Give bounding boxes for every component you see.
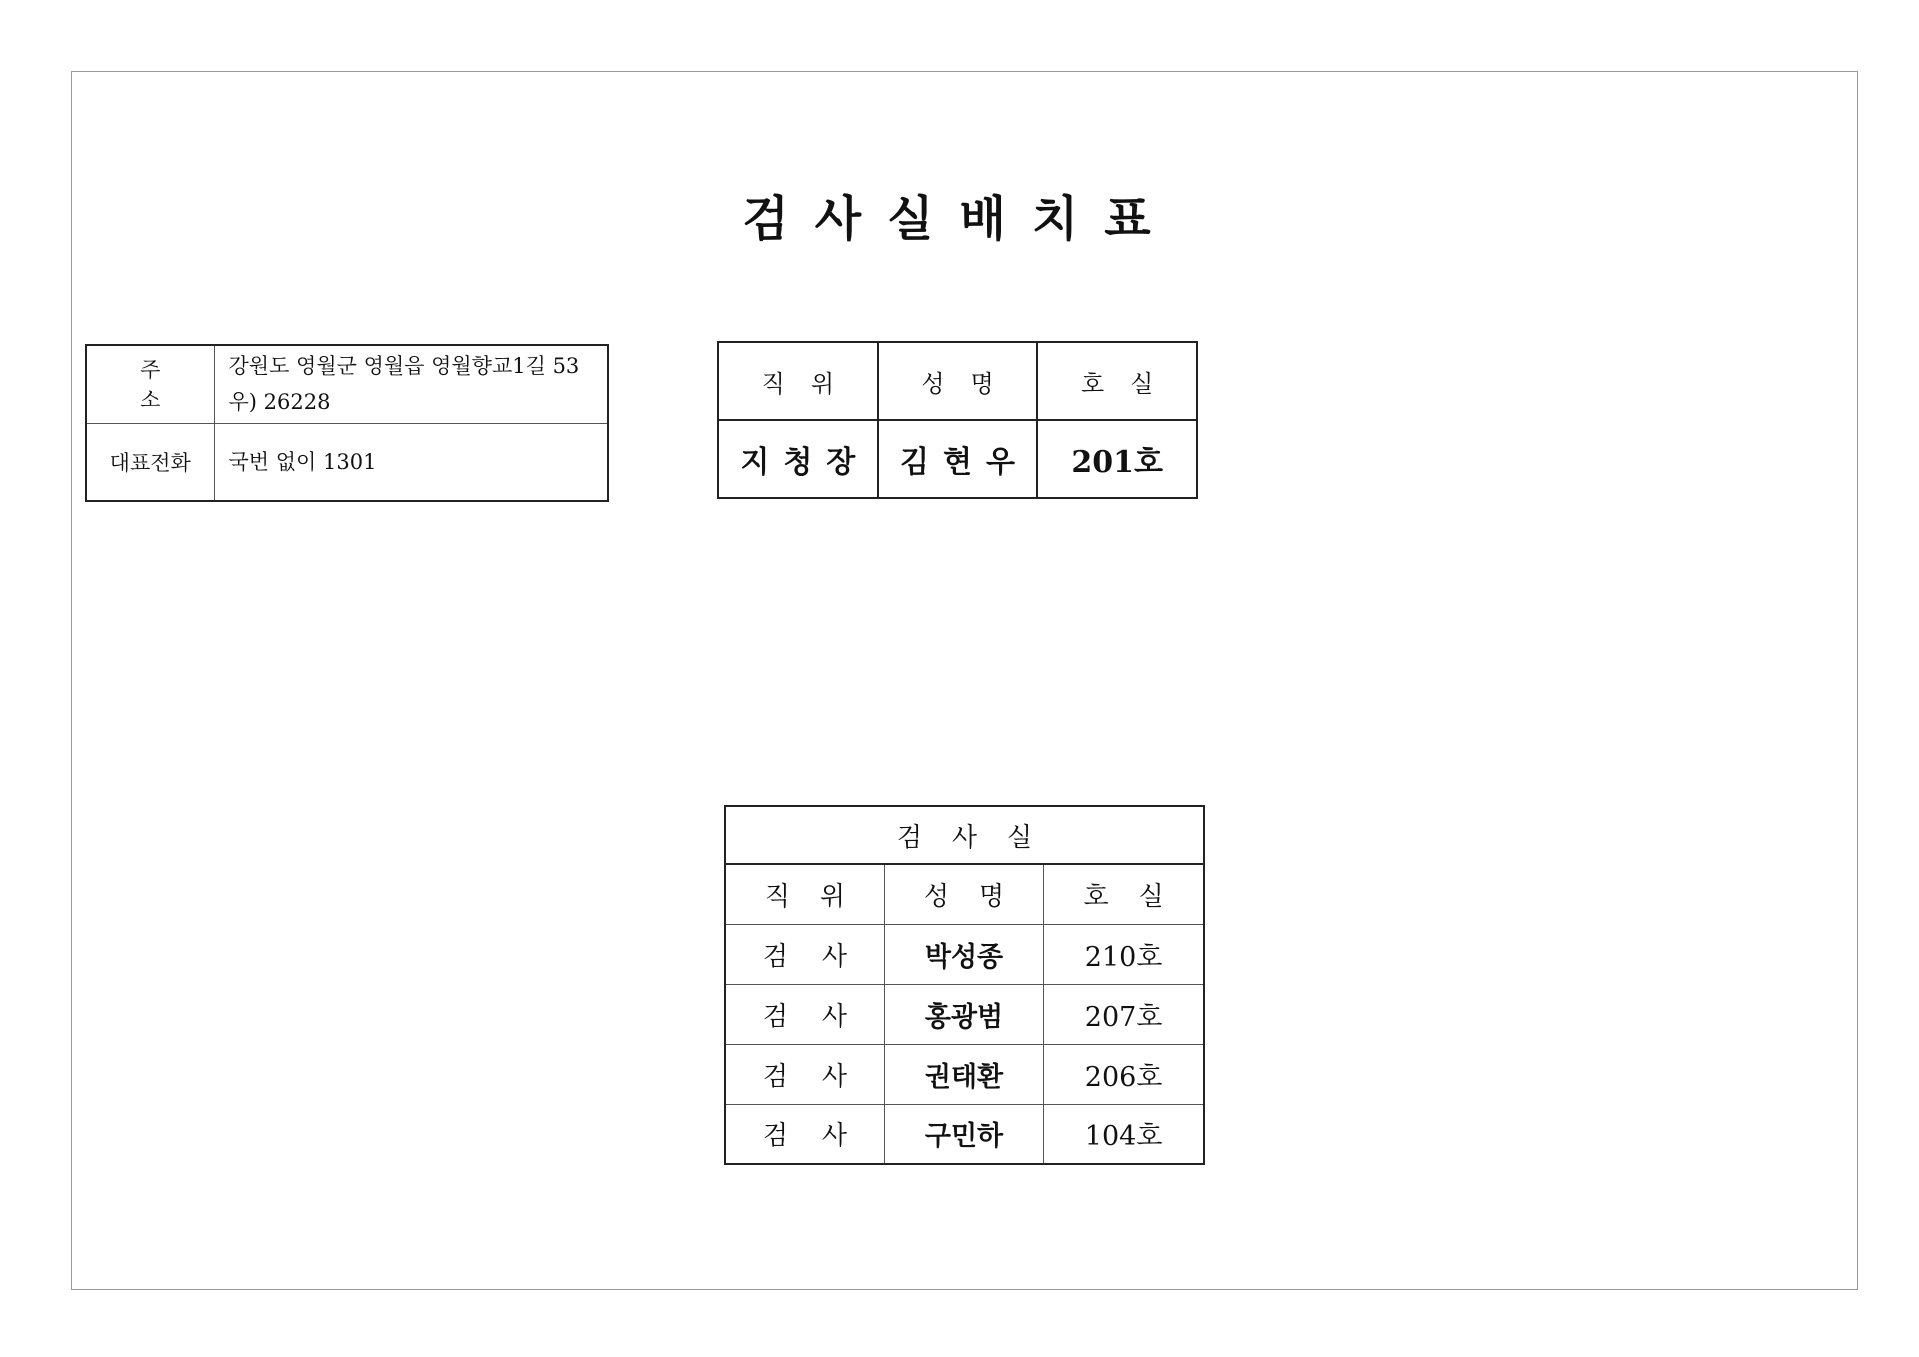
table-row bbox=[725, 924, 1204, 984]
row-position: 검사 bbox=[725, 1044, 884, 1104]
chief-data-row bbox=[718, 420, 1197, 498]
postal-code: 우) 26228 bbox=[228, 390, 331, 415]
phone-row bbox=[86, 423, 608, 501]
address-value bbox=[214, 345, 608, 423]
table-header-row bbox=[725, 864, 1204, 924]
address-label: 주소 bbox=[86, 345, 214, 423]
row-name: 홍광범 bbox=[884, 984, 1043, 1044]
address-row bbox=[86, 345, 608, 423]
office-info-table bbox=[85, 344, 609, 502]
header-room: 호실 bbox=[1044, 864, 1204, 924]
table-row bbox=[725, 984, 1204, 1044]
page-title: 검사실배치표 bbox=[742, 191, 1177, 247]
inspection-room-table bbox=[724, 805, 1205, 1165]
header-position: 직위 bbox=[718, 342, 878, 420]
chief-table bbox=[717, 341, 1198, 499]
row-room: 207호 bbox=[1044, 984, 1204, 1044]
phone-value: 국번 없이 1301 bbox=[214, 423, 608, 501]
header-name: 성명 bbox=[884, 864, 1043, 924]
table-caption: 검사실 bbox=[725, 806, 1204, 864]
chief-name: 김현우 bbox=[878, 420, 1038, 498]
chief-position: 지청장 bbox=[718, 420, 878, 498]
chief-room: 201호 bbox=[1037, 420, 1197, 498]
row-room: 104호 bbox=[1044, 1104, 1204, 1164]
table-caption-row bbox=[725, 806, 1204, 864]
row-position: 검사 bbox=[725, 1104, 884, 1164]
row-position: 검사 bbox=[725, 984, 884, 1044]
table-row bbox=[725, 1044, 1204, 1104]
row-room: 210호 bbox=[1044, 924, 1204, 984]
row-name: 박성종 bbox=[884, 924, 1043, 984]
row-position: 검사 bbox=[725, 924, 884, 984]
row-room: 206호 bbox=[1044, 1044, 1204, 1104]
row-name: 권태환 bbox=[884, 1044, 1043, 1104]
header-name: 성명 bbox=[878, 342, 1038, 420]
header-position: 직위 bbox=[725, 864, 884, 924]
row-name: 구민하 bbox=[884, 1104, 1043, 1164]
header-room: 호실 bbox=[1037, 342, 1197, 420]
phone-label: 대표전화 bbox=[86, 423, 214, 501]
address-line: 강원도 영월군 영월읍 영월향교1길 53 bbox=[228, 354, 580, 379]
table-row bbox=[725, 1104, 1204, 1164]
chief-header-row bbox=[718, 342, 1197, 420]
